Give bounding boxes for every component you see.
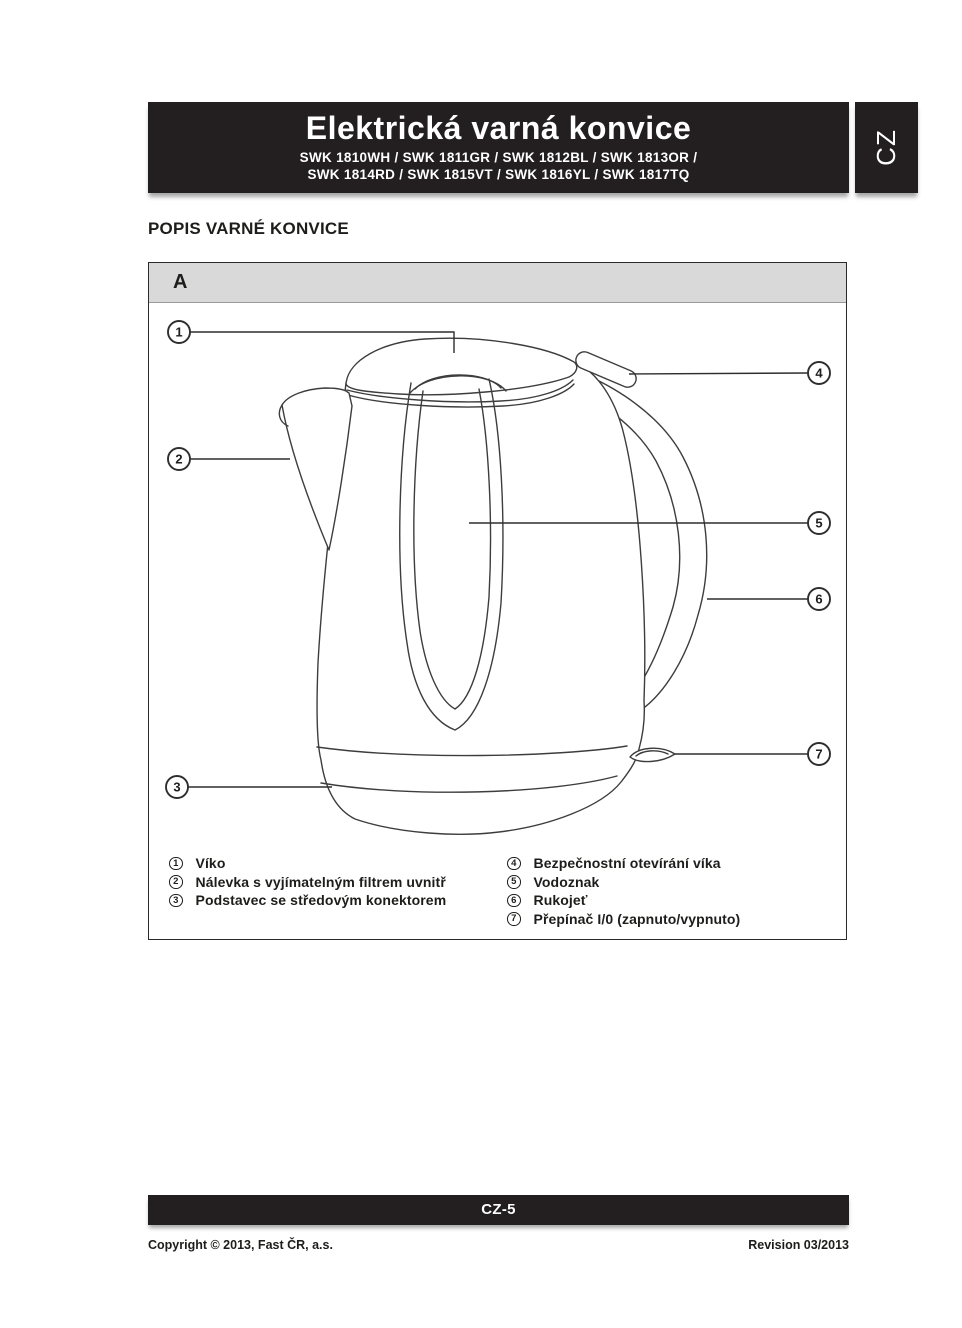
legend-num-6: 6: [507, 894, 521, 908]
kettle-body-outline: [317, 355, 645, 834]
legend-item-7: [507, 910, 740, 929]
model-list-line2: SWK 1814RD / SWK 1815VT / SWK 1816YL / SWK 1817TQ: [307, 167, 690, 182]
section-heading: POPIS VARNÉ KONVICE: [148, 219, 349, 238]
kettle-diagram: [149, 263, 848, 941]
revision-text: Revision 03/2013: [748, 1238, 849, 1252]
callout-7: [675, 743, 830, 765]
legend-column-left: [169, 854, 446, 910]
legend-column-right: [507, 854, 740, 928]
callout-4-leader: [629, 373, 808, 374]
language-tab: [855, 102, 918, 193]
legend-label-6: Rukojeť: [533, 892, 588, 909]
figure-label: A: [173, 271, 188, 293]
header-bar: [148, 102, 849, 193]
page-title: Elektrická varná konvice: [305, 109, 692, 146]
footer-meta: [148, 1238, 849, 1252]
callout-4: [629, 362, 830, 384]
callout-6-number: 6: [815, 591, 823, 607]
legend-num-2: 2: [169, 875, 183, 889]
model-list-line1: SWK 1810WH / SWK 1811GR / SWK 1812BL / SWK 1813OR /: [299, 149, 698, 165]
copyright-text: Copyright © 2013, Fast ČR, a.s.: [148, 1238, 333, 1252]
legend-item-6: [507, 891, 740, 910]
legend-num-3: 3: [169, 894, 183, 908]
legend-label-4: Bezpečnostní otevírání víka: [533, 855, 721, 872]
callout-6: [707, 588, 830, 610]
callout-2: [168, 448, 290, 470]
footer-page-bar: CZ-5: [148, 1195, 849, 1225]
legend-label-1: Víko: [195, 855, 226, 872]
callout-1-number: 1: [175, 324, 183, 340]
callout-7-number: 7: [815, 746, 823, 762]
callout-4-number: 4: [815, 365, 823, 381]
legend-label-7: Přepínač I/0 (zapnuto/vypnuto): [533, 910, 741, 927]
legend-label-2: Nálevka s vyjímatelným filtrem uvnitř: [195, 873, 446, 890]
callout-5-number: 5: [815, 515, 823, 531]
callout-2-number: 2: [175, 451, 183, 467]
legend-num-5: 5: [507, 875, 521, 889]
legend-item-5: [507, 873, 740, 892]
language-tab-label: CZ: [870, 129, 901, 166]
legend-item-4: [507, 854, 740, 873]
legend-num-4: 4: [507, 857, 521, 871]
legend-label-3: Podstavec se středovým konektorem: [195, 892, 447, 909]
legend-item-3: [169, 891, 446, 910]
legend-num-7: 7: [507, 912, 521, 926]
legend-item-2: [169, 873, 446, 892]
legend-item-1: [169, 854, 446, 873]
legend-num-1: 1: [169, 857, 183, 871]
callout-3-number: 3: [173, 779, 181, 795]
callout-3: [166, 776, 332, 798]
figure-box: [148, 262, 847, 940]
legend-label-5: Vodoznak: [533, 873, 600, 890]
